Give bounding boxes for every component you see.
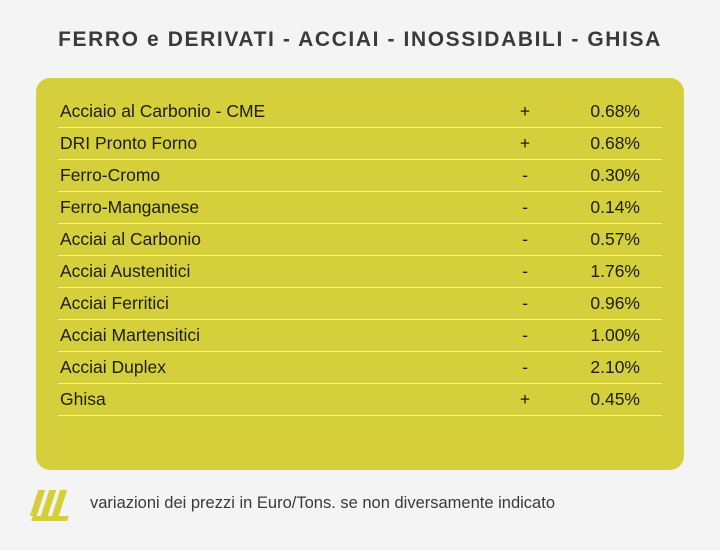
row-label: Ghisa bbox=[60, 389, 106, 409]
footer-note: variazioni dei prezzi in Euro/Tons. se non diversamente indicato bbox=[90, 493, 555, 512]
table-row bbox=[58, 96, 662, 128]
row-value: 0.68% bbox=[590, 101, 640, 121]
page-title: FERRO e DERIVATI - ACCIAI - INOSSIDABILI - GHISA bbox=[58, 28, 662, 51]
row-sign: - bbox=[522, 229, 528, 249]
row-label: Ferro-Manganese bbox=[60, 197, 200, 217]
row-value: 0.30% bbox=[590, 165, 640, 185]
row-value: 0.96% bbox=[590, 293, 640, 313]
row-value: 1.76% bbox=[590, 261, 640, 281]
row-label: Ferro-Cromo bbox=[60, 165, 161, 185]
row-label: Acciai Austenitici bbox=[60, 261, 191, 281]
table-row bbox=[58, 160, 662, 192]
row-label: Acciai Ferritici bbox=[60, 293, 169, 313]
row-label: DRI Pronto Forno bbox=[60, 133, 198, 153]
row-value: 0.14% bbox=[590, 197, 640, 217]
table-row bbox=[58, 128, 662, 160]
table-row bbox=[58, 352, 662, 384]
row-sign: + bbox=[519, 101, 531, 121]
row-sign: - bbox=[522, 165, 528, 185]
footer bbox=[0, 486, 720, 520]
prices-panel bbox=[36, 78, 684, 470]
row-label: Acciai al Carbonio bbox=[60, 229, 202, 249]
table-row bbox=[58, 256, 662, 288]
table-row bbox=[58, 224, 662, 256]
row-sign: - bbox=[522, 293, 528, 313]
prices-table bbox=[58, 96, 662, 416]
row-label: Acciai Duplex bbox=[60, 357, 167, 377]
table-row bbox=[58, 320, 662, 352]
row-value: 0.68% bbox=[590, 133, 640, 153]
table-row bbox=[58, 384, 662, 416]
row-value: 0.45% bbox=[590, 389, 640, 409]
row-label: Acciai Martensitici bbox=[60, 325, 201, 345]
row-sign: - bbox=[522, 357, 528, 377]
row-sign: + bbox=[519, 133, 531, 153]
row-sign: - bbox=[522, 325, 528, 345]
row-sign: - bbox=[522, 197, 528, 217]
table-row bbox=[58, 192, 662, 224]
three-slashes-icon bbox=[30, 486, 76, 520]
row-sign: + bbox=[519, 389, 531, 409]
row-value: 1.00% bbox=[590, 325, 640, 345]
row-value: 0.57% bbox=[590, 229, 640, 249]
row-sign: - bbox=[522, 261, 528, 281]
table-row bbox=[58, 288, 662, 320]
row-value: 2.10% bbox=[590, 357, 640, 377]
row-label: Acciaio al Carbonio - CME bbox=[60, 101, 266, 121]
